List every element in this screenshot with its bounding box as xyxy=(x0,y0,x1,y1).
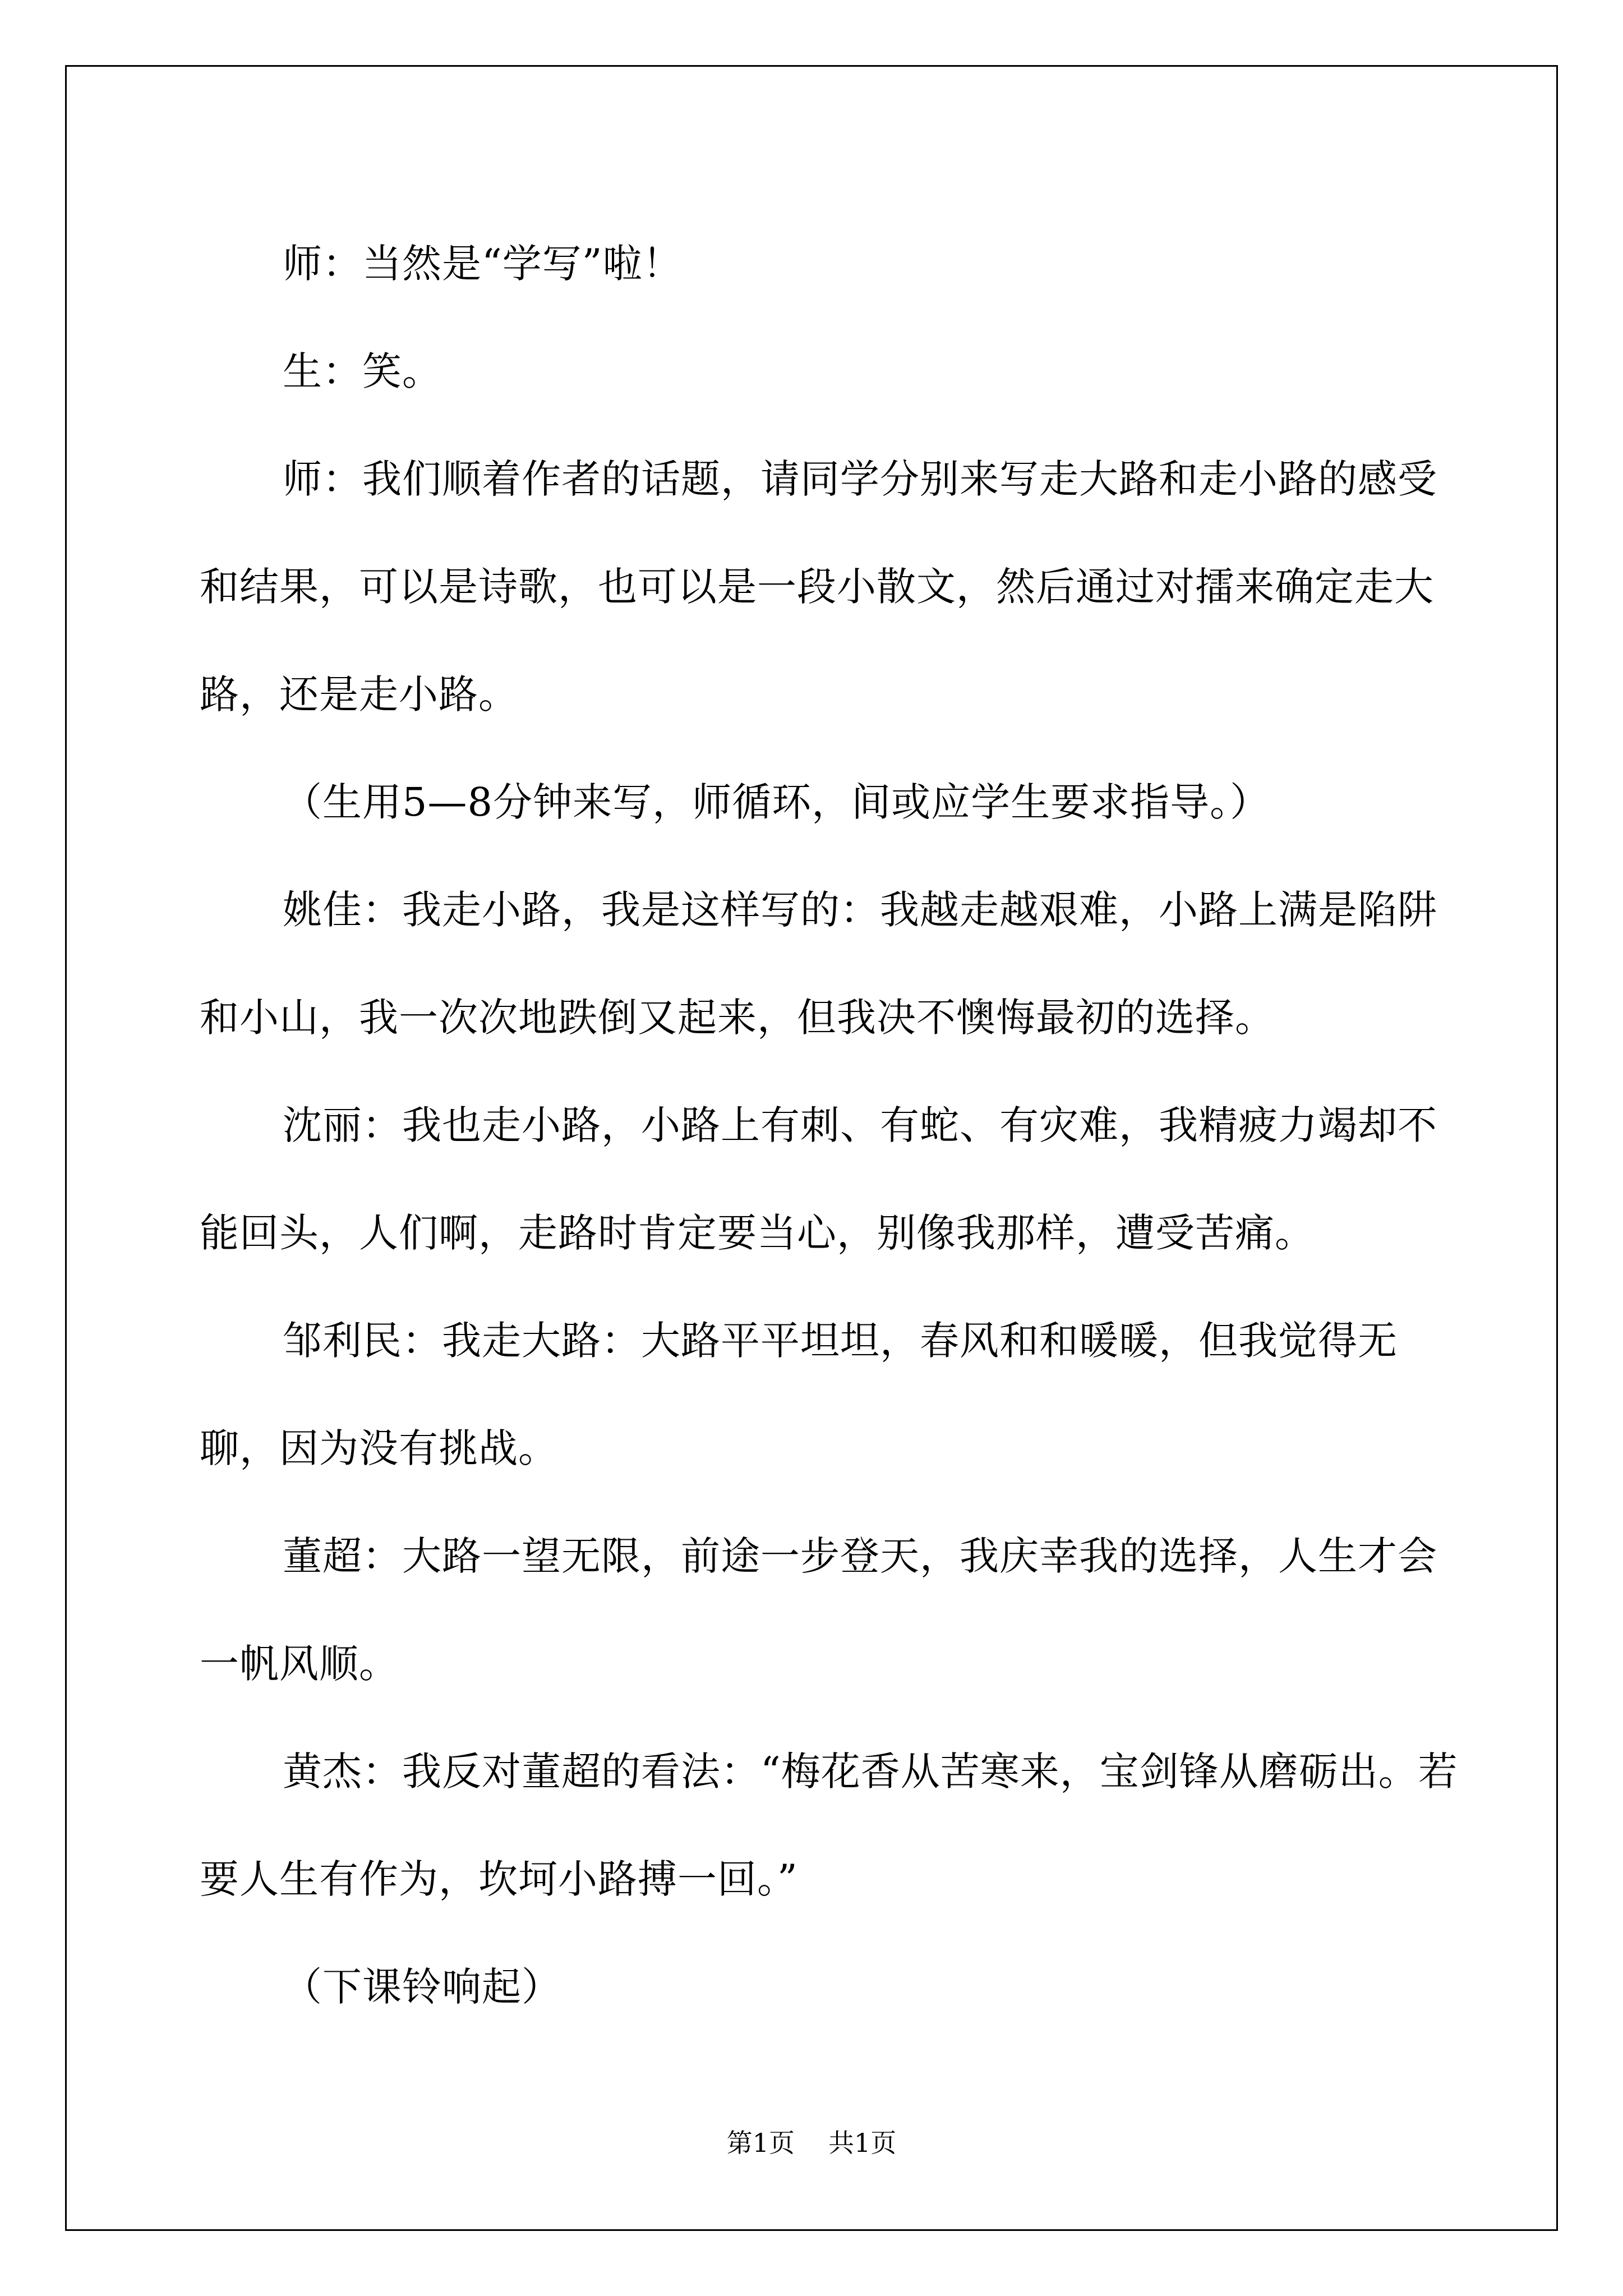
document-body xyxy=(200,210,1461,2041)
paragraph: （下课铃响起） xyxy=(283,1964,561,2010)
paragraph: 师：当然是“学写”啦！ xyxy=(283,241,683,287)
paragraph: 黄杰：我反对董超的看法：“梅花香从苦寒来，宝剑锋从磨砺出。若要人生有作为，坎坷小路搏一回。” xyxy=(200,1749,1458,1902)
page-number: 第1页 xyxy=(726,2128,795,2158)
page-footer xyxy=(0,2126,1623,2160)
paragraph: 姚佳：我走小路，我是这样写的：我越走越艰难，小路上满是陷阱和小山，我一次次地跌倒又起来，但我决不懊悔最初的选择。 xyxy=(200,887,1437,1041)
paragraph: （生用5—8分钟来写，师循环，间或应学生要求指导。） xyxy=(283,779,1270,825)
paragraph: 沈丽：我也走小路，小路上有刺、有蛇、有灾难，我精疲力竭却不能回头，人们啊，走路时肯定要当心，别像我那样，遭受苦痛。 xyxy=(200,1102,1437,1256)
paragraph: 师：我们顺着作者的话题，请同学分别来写走大路和走小路的感受和结果，可以是诗歌，也可以是一段小散文，然后通过对擂来确定走大路，还是走小路。 xyxy=(200,456,1437,717)
paragraph: 董超：大路一望无限，前途一步登天，我庆幸我的选择，人生才会一帆风顺。 xyxy=(200,1533,1437,1687)
paragraph: 邹利民：我走大路：大路平平坦坦，春风和和暖暖，但我觉得无聊，因为没有挑战。 xyxy=(200,1318,1398,1471)
paragraph: 生：笑。 xyxy=(283,348,442,394)
page-total: 共1页 xyxy=(828,2128,897,2158)
